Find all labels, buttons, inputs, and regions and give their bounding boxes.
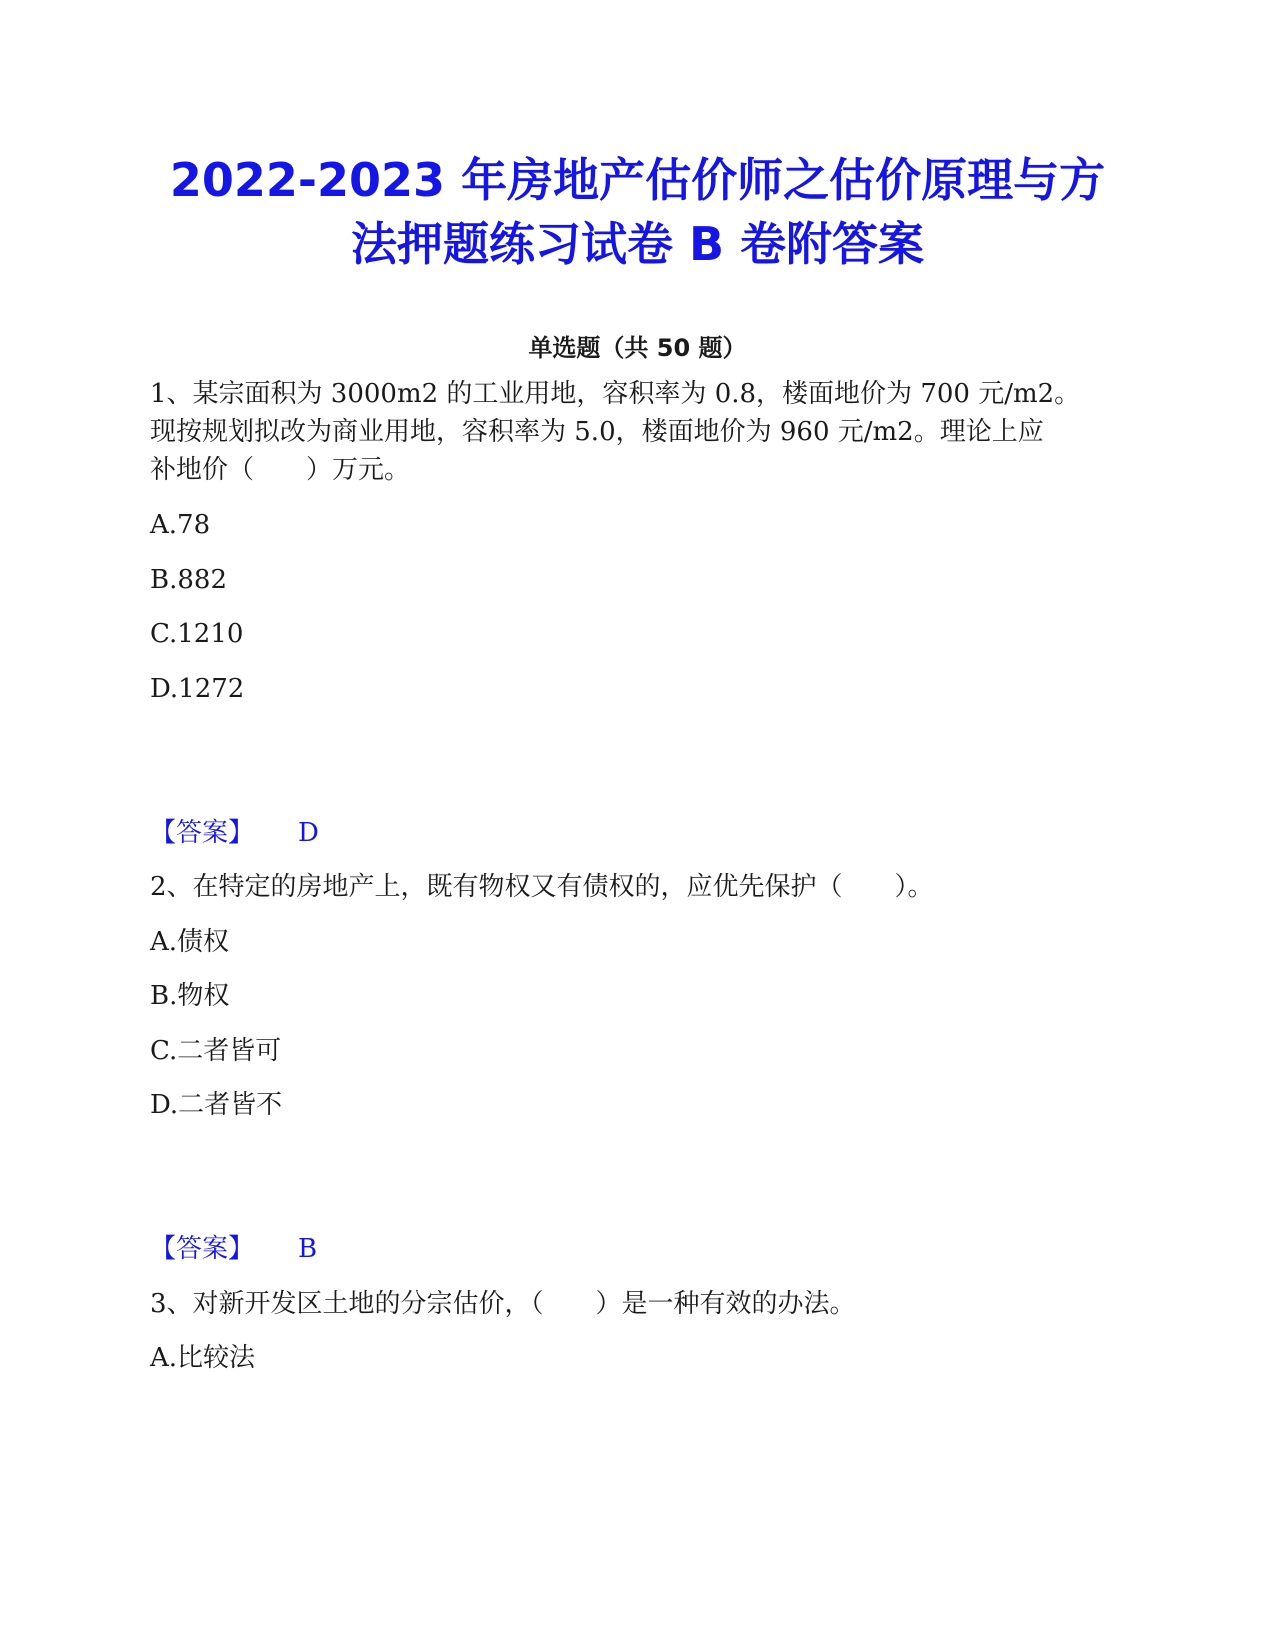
question-3-stem [150,1285,1135,1323]
question-1-stem-line: 现按规划拟改为商业用地，容积率为 5.0，楼面地价为 960 元/m2。理论上应 [150,417,1044,447]
question-2-stem [150,868,1135,906]
section-heading: 单选题（共 50 题） [528,334,747,362]
question-2-option-d: D.二者皆不 [150,1090,283,1120]
question-2-stem-line: 2、在特定的房地产上，既有物权又有债权的，应优先保护（ ）。 [150,872,934,902]
question-2-option-a: A.债权 [150,927,230,957]
answer-label: 【答案】 [150,1234,255,1264]
answer-value: D [298,818,319,848]
question-1-option-d: D.1272 [150,674,245,704]
answer-label: 【答案】 [150,818,255,848]
question-2-option-b: B.物权 [150,981,230,1011]
title-line-2: 法押题练习试卷 B 卷附答案 [350,217,925,271]
question-1-option-a: A.78 [150,510,211,540]
answer-value: B [298,1234,318,1264]
question-1-answer [150,814,319,852]
question-1-stem [150,375,1135,489]
question-2-answer [150,1230,317,1268]
question-1-stem-line: 补地价（ ）万元。 [150,455,411,485]
document-title [100,148,1175,276]
question-1-option-c: C.1210 [150,619,244,649]
question-1-stem-line: 1、某宗面积为 3000m2 的工业用地，容积率为 0.8，楼面地价为 700 元/m2。 [150,379,1081,409]
question-2-option-c: C.二者皆可 [150,1036,282,1066]
question-1-option-b: B.882 [150,565,227,595]
question-3-option-a: A.比较法 [150,1343,256,1373]
question-3-stem-line: 3、对新开发区土地的分宗估价，（ ）是一种有效的办法。 [150,1289,856,1319]
title-line-1: 2022-2023 年房地产估价师之估价原理与方 [169,153,1106,207]
